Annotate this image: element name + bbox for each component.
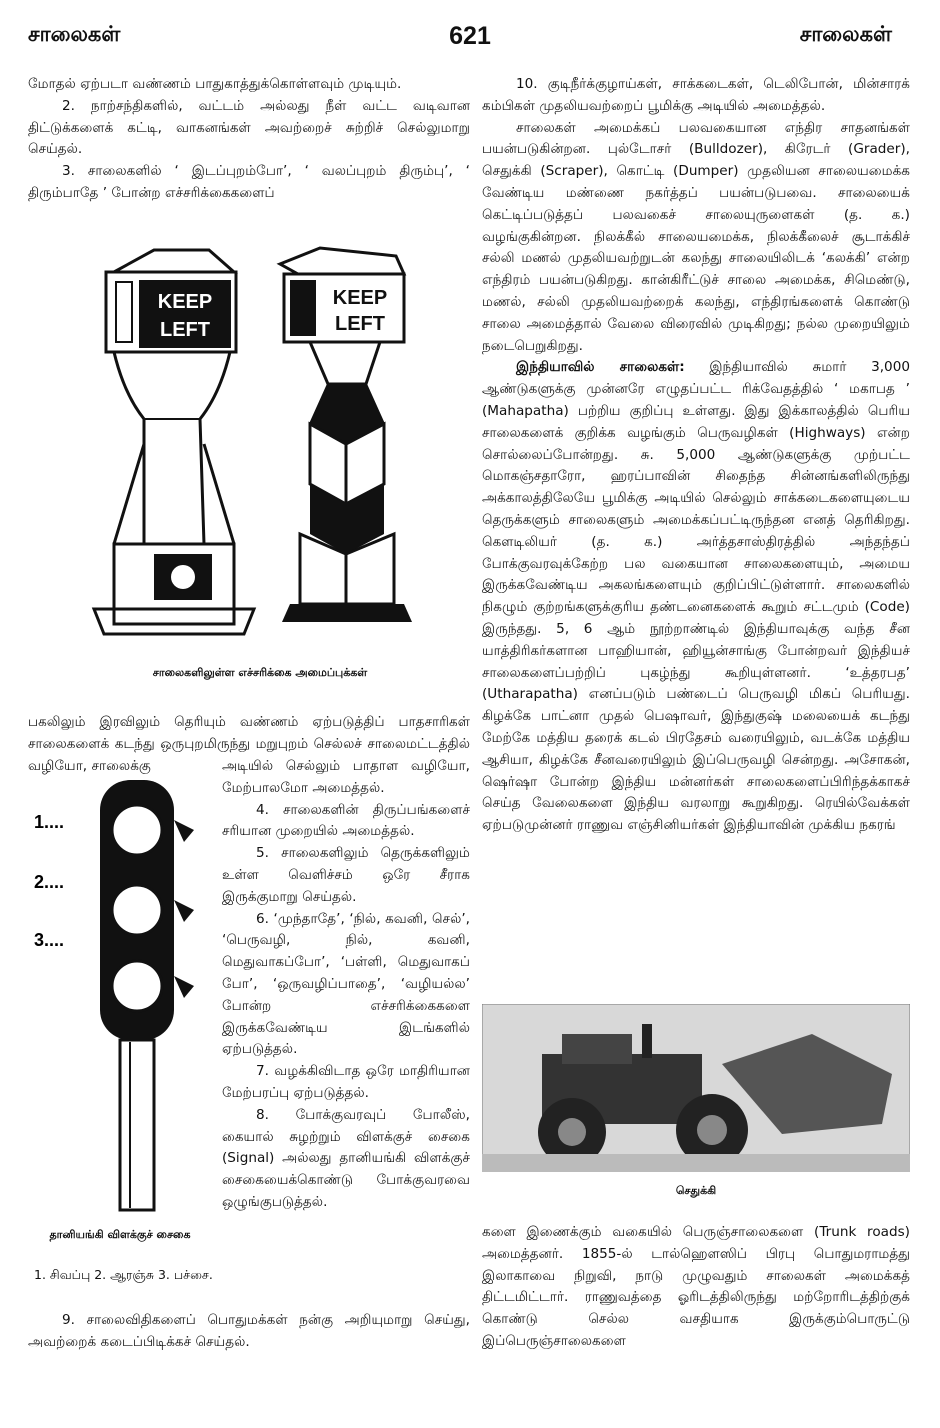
section-heading: இந்தியாவில் சாலைகள்: — [516, 359, 685, 376]
left-column-side — [222, 756, 470, 1214]
paragraph: 2. நாற்சந்திகளில், வட்டம் அல்லது நீள் வட்ட வடிவான திட்டுக்களைக் கட்டி, வாகனங்கள் அவற்றைச் சுற்றிச் செல்லுமாறு செய்தல். — [28, 97, 470, 158]
paragraph: அடியில் செல்லும் பாதாள வழியோ, மேற்பாலமோ அமைத்தல். — [222, 758, 470, 796]
paragraph: களை இணைக்கும் வகையில் பெருஞ்சாலைகளை (Trunk roads) அமைத்தனர். 1855-ல் டால்ஹௌஸிப் பிரபு பொதுமராமத்து இலாகாவை நிறுவி, நாடு முழுவதும் சாலைகள் அமைக்கத் திட்டமிட்டார். ராணுவத்தை ஓரிடத்திலிருந்து மற்றோரிடத்திற்குக் கொண்டு செல்ல வசதியாக இருக்கும்பொருட்டு இப்பெருஞ்சாலைகளை — [482, 1224, 910, 1349]
scraper-photo — [482, 1004, 910, 1172]
sign-text-1b: LEFT — [160, 319, 210, 341]
paragraph: பகலிலும் இரவிலும் தெரியும் வண்ணம் ஏற்படுத்திப் பாதசாரிகள் சாலைகளைக் கடந்து ஒருபுறமிருந்து மறுபுறம் செல்லச் சாலைமட்டத்தில் வழியோ, சாலைக்கு — [28, 714, 470, 774]
signal-legend: 1. சிவப்பு 2. ஆரஞ்சு 3. பச்சை. — [34, 1267, 213, 1282]
signal-label-3: 3.... — [34, 930, 65, 950]
sign-text-2b: LEFT — [335, 313, 385, 335]
right-column-top — [482, 74, 910, 837]
paragraph: 8. போக்குவரவுப் போலீஸ், கையால் சுழற்றும் விளக்குச் சைகை (Signal) அல்லது தானியங்கி விளக்குச் சைகையைக்கொண்டு போக்குவரவை ஒழுங்குபடுத்தல். — [222, 1106, 470, 1210]
photo-caption: செதுக்கி — [675, 1184, 717, 1197]
right-column-bottom — [482, 1222, 910, 1353]
figure-caption: சாலைகளிலுள்ள எச்சரிக்கை அமைப்புக்கள் — [152, 666, 368, 679]
keep-left-pillar-1 — [94, 250, 254, 634]
traffic-pillars-illustration — [84, 244, 444, 654]
paragraph: 10. குடிநீர்க்குழாய்கள், சாக்கடைகள், டெலிபோன், மின்சாரக் கம்பிகள் முதலியவற்றைப் பூமிக்கு அடியில் அமைத்தல். — [482, 76, 910, 114]
running-header-left: சாலைகள் — [28, 22, 121, 46]
sign-text-2a: KEEP — [332, 287, 388, 309]
signal-label-2: 2.... — [34, 872, 65, 892]
left-column-top — [28, 74, 470, 205]
paragraph: 4. சாலைகளின் திருப்பங்களைச் சரியான முறையில் அமைத்தல். — [222, 801, 470, 840]
paragraph: 9. சாலைவிதிகளைப் பொதுமக்கள் நன்கு அறியுமாறு செய்து, அவற்றைக் கடைப்பிடிக்கச் செய்தல். — [28, 1312, 470, 1350]
paragraph — [482, 357, 910, 837]
traffic-signal-illustration — [34, 780, 220, 1220]
section-text: இந்தியாவில் சுமார் 3,000 ஆண்டுகளுக்கு முன்னரே எழுதப்பட்ட ரிக்வேதத்தில் ‘ மகாபத ’ (Mahapatha) பற்றிய குறிப்பு உள்ளது. இது இக்காலத்தில் பெரிய சாலைகளைக் குறிக்க வழங்கும் பெருவழிகள் (Highways) என்ற சொல்லைப்போன்றது. சு. 5,000 ஆண்டுகளுக்கு முற்பட்ட மொகஞ்சதாரோ, ஹரப்பாவின் சிதைந்த சின்னங்களிலிருந்து அக்காலத்திலேயே பூமிக்கு அடியில் செல்லும் சாக்கடைகளையுடைய தெருக்களும் சாலைகளும் அமைக்கப்பட்டிருந்தன எனத் தெரிகிறது. கௌடிலியர் (த. க.) அர்த்தசாஸ்திரத்தில் அந்தந்தப் போக்குவரவுக்கேற்ற பல வகையான சாலைகளையும், அமைய இருக்கவேண்டிய அகலங்களையும் குறிப்பிட்டுள்ளார். சாலைகளில் நிகழும் குற்றங்களுக்குரிய தண்டனைகளைக் கூறும் சட்டமும் (Code) இருந்தது. 5, 6 ஆம் நூற்றாண்டில் இந்தியாவுக்கு வந்த சீன யாத்திரிகர்களான பாஹியான், ஹியூன்சாங்கு போன்றவர் இந்தியச் சாலைகளைப்பற்றிப் புகழ்ந்து கூறியுள்ளனர். ‘உத்தரபத’ (Utharapatha) எனப்படும் பண்டைப் பெருவழி மிகப் பெரியது. கிழக்கே பாட்னா முதல் பெஷாவர், இந்துகுஷ் மலையைக் கடந்து மேற்கே மத்திய தரைக் கடல் பிரதேசம் வரையிலும், வடக்கே மத்திய ஆசியா, கிழக்கே சீனவரையிலும் இப்பெருவழி சென்றது. அசோகன், ஷெர்ஷா போன்ற இந்திய மன்னர்கள் சாலைகளைப்பிரிந்தக்காகச் செய்த வேலைகளை இந்திய வரலாறு கூறுகிறது. ரெயில்வேக்கள் ஏற்படுமுன்னர் ராணுவ எஞ்சினியர்கள் இந்தியாவின் முக்கிய நகரங் — [482, 359, 910, 834]
paragraph: 6. ‘முந்தாதே’, ‘நில், கவனி, செல்’, ‘பெருவழி, நில், கவனி, மெதுவாகப்போ’, ‘பள்ளி, மெதுவாகப் போ’, ‘ஒருவழிப்பாதை’, ‘வழியல்ல’ போன்ற எச்சரிக்கைகளை இருக்கவேண்டிய இடங்களில் ஏற்படுத்தல். — [222, 910, 470, 1058]
paragraph: 5. சாலைகளிலும் தெருக்களிலும் உள்ள வெளிச்சம் ஒரே சீராக இருக்குமாறு செய்தல். — [222, 845, 470, 905]
running-header-right: சாலைகள் — [799, 22, 892, 46]
signal-label-1: 1.... — [34, 812, 65, 832]
page-number: 621 — [449, 22, 491, 50]
sign-text-1a: KEEP — [157, 291, 213, 313]
keep-left-pillar-2 — [280, 248, 412, 622]
paragraph: சாலைகள் அமைக்கப் பலவகையான எந்திர சாதனங்கள் பயன்படுகின்றன. புல்டோசர் (Bulldozer), கிரேடர் (Grader), செதுக்கி (Scraper), கொட்டி (Dumper) முதலியன சாலையமைக்க வேண்டிய மண்ணை நகர்த்தப் பயன்படுபவை. சாலையைக் கெட்டிப்படுத்தப் பலவகைச் சாலையுருளைகள் (த. க.) வழங்குகின்றன. நிலக்கீல் சாலையமைக்க, நிலக்கீலைச் சூடாக்கிச் சல்லி மணல் முதலியவற்றுடன் கலந்து சாலையிலிடக் ‘கலக்கி’ என்ற எந்திரம் பயன்படுகிறது. கான்கிரீட்டுச் சாலை அமைக்க, சிமெண்டு, மணல், சல்லி முதலியவற்றைக் கலந்து, எந்திரங்களைக் கொண்டு சாலை அமைத்தால் வேலை விரைவில் முடிகிறது; நல்ல முறையிலும் நடைபெறுகிறது. — [482, 119, 910, 354]
left-column-bottom — [28, 1310, 470, 1354]
paragraph: 7. வழக்கிவிடாத ஒரே மாதிரியான மேற்பரப்பு ஏற்படுத்தல். — [222, 1063, 470, 1101]
signal-caption: தானியங்கி விளக்குச் சைகை — [49, 1228, 191, 1241]
paragraph: 3. சாலைகளில் ‘ இடப்புறம்போ’, ‘ வலப்புறம் திரும்பு’, ‘ திரும்பாதே ’ போன்ற எச்சரிக்கைகளைப் — [28, 163, 470, 201]
paragraph: மோதல் ஏற்படா வண்ணம் பாதுகாத்துக்கொள்ளவும் முடியும். — [28, 76, 402, 92]
